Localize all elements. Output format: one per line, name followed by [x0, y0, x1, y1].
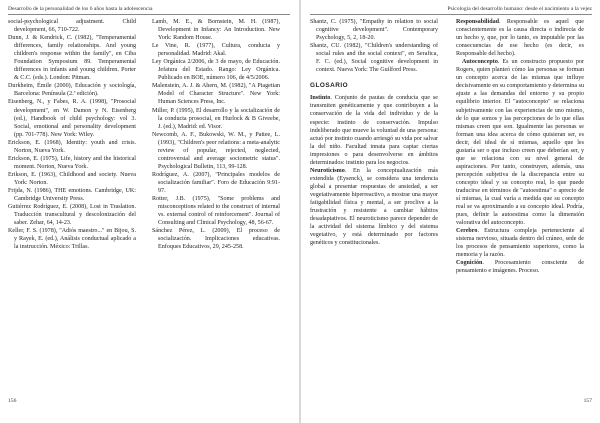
glossary-definition: . Conjunto de pautas de conducta que se transmiten genéticamente y que contribuyen a la conservación de la vida del individuo y de la especie: instinto de conservación. Impulso indeliberado que mueve la voluntad de una persona: actuó por instinto cuando arriesgó su vida por salvar la del niño. Facultad innata para captar ciertas impresiones o para desenvolverse en ámbitos determinados: instinto para los negocios.	[310, 95, 438, 166]
reference-entry: social-psychological adjustment. Child development, 66, 710-722.	[8, 19, 136, 34]
page-number-right: 157	[583, 398, 592, 404]
page-number-left: 156	[8, 398, 17, 404]
glossary-definition: . Procesamiento consciente de pensamiento e imágenes. Proceso.	[456, 260, 584, 275]
reference-entry: Gutiérrez Rodríguez, E. (2008), Lost in Traslation. Traducción transcultural y descolonización del saber. Zehar, 64, 14-23.	[8, 204, 136, 227]
glossary-column-1	[310, 18, 438, 247]
glossary-definition: . En la conceptualización más extendida (Eysenck), se considera una tendencia global a presentar respuestas de ansiedad, a ser vegetativamente hiperreactivo, a mostrar una mayor fatigabilidad física y mental, a ser proclive a la frustración y resistente a cambiar hábitos desadaptativos. El neuroticismo parece depender de la actividad del sistema límbico y del sistema vegetativo, y está determinado por factores genéticos y constitucionales.	[310, 167, 438, 247]
glossary-entry	[456, 18, 584, 58]
glossary-entry	[456, 259, 584, 275]
reference-entry: Rodríguez, A. (2007), "Principales modelos de socialización familiar". Foro de Educación 9:91-97.	[152, 171, 280, 194]
reference-entry: Shantz, C. (1975), "Empathy in relation to social cognitive development". Contemporary Psychology, 5, 2, 18-20.	[310, 19, 438, 42]
glossary-term: Responsabilidad	[456, 19, 500, 25]
running-header-right: Psicología del desarrollo humano: desde el nacimiento a la vejez	[447, 6, 592, 12]
right-page	[300, 0, 600, 423]
reference-entry: Ley Orgánica 2/2006, de 3 de mayo, de Educación. Jefatura del Estado. Rango: Ley Orgánica. Publicado en BOE, número 106, de 4/5/2006.	[152, 59, 280, 82]
reference-entry: Malenstein, A. J. & Ahern, M. (1982), "A Piagetian Model of Character Structure". New York: Human Sciences Press, Inc.	[152, 83, 280, 106]
reference-entry: Erickson, E. (1975), Life, history and the historical moment. Norton, Nueva York.	[8, 155, 136, 170]
glossary-term: Cerebro	[456, 228, 478, 235]
glossary-term: Instinto	[310, 95, 331, 102]
glossary-term: Cognición	[456, 260, 483, 267]
glossary-column-2	[456, 18, 584, 276]
reference-entry: Sánchez Pérez, L. (2009), El proceso de socialización. Implicaciones educativas. Enfoques Educativos, 29, 245-258.	[152, 228, 280, 251]
glossary-definition: . Estructura compleja perteneciente al sistema nervioso, situada dentro del cráneo, sede de los procesos de pensamiento superiores, como la memoria y la razón.	[456, 228, 584, 259]
reference-entry: Le Vine, R. (1977), Cultura, conducta y personalidad. Madrid: Akal.	[152, 43, 280, 58]
glossary-entry	[310, 167, 438, 247]
reference-entry: Erickson, E. (1968), Identity: youth and crisis. Norton, Nueva York.	[8, 139, 136, 154]
reference-entry: Erikson, E. (1963), Childhood and society. Nueva York: Norton.	[8, 171, 136, 186]
reference-entry: Keller, F. S. (1978), "Adiós maestro..." en Bijou, S. y Rayek, E. (ed.), Análisis conductual aplicado a la instrucción. México: Trillas.	[8, 228, 136, 251]
running-header-left: Desarrollo de la personalidad de los 6 años hasta la adolescencia	[8, 6, 153, 12]
reference-entry: Miller, P. (1995), El desarrollo y la socialización de la conducta prosocial, en Hurlock & B Giveebe, J. (ed.), Madrid: ed. Visor.	[152, 107, 280, 130]
reference-entry: Rotter, J.B. (1975), "Some problems and misconceptions related to the construct of internal vs. external control of reinforcement". Journal of Consulting and Clinical Psychology, 48, 56-67.	[152, 196, 280, 227]
glossary-term: Neuroticismo	[310, 167, 345, 174]
bibliography-column-2	[152, 18, 280, 251]
reference-entry: Eisenberg, N., y Fabes, R. A. (1998), "Prosocial development", en W. Damon y N. Eisenberg (ed.), Handbook of child psychology: vol 3. Social, emotional and personality development (pp. 701-778). New York: Wiley.	[8, 99, 136, 138]
reference-entry: Shantz, CU. (1982), "Children's understanding of social rules and the social context", en Serafica, F. C. (ed.), Social cognitive development in context. Nueva York: The Guilford Press.	[310, 43, 438, 74]
reference-entry: Durkheim, Émile (2000), Educación y sociología, Barcelona: Península (2.ª edición).	[8, 83, 136, 98]
glossary-entry	[310, 94, 438, 166]
glossary-entry	[456, 58, 584, 227]
glossary-definition: . Responsable es aquel que conscientemente es la causa directa o indirecta de un hecho y, que, por lo tanto, es imputable por las consecuencias de ese hecho (es decir, es Responsable del hecho).	[456, 19, 584, 58]
reference-entry: Lamb, M. E., & Bornstein, M. H. (1987), Development in Infancy: An Introduction. New York: Random House.	[152, 19, 280, 42]
bibliography-column-1	[8, 18, 136, 251]
reference-entry: Frijda, N. (1986), THE emotions. Cambridge, UK: Cambridge University Press.	[8, 187, 136, 203]
reference-entry: Dunn, J. & Kendrick, C. (1982), "Temperamental differences, family relationships. And young children's response within the family", en Ciba Foundation Symposium 89. Temperamental differences in infants and young children. Porter & C.C. (eds.). London: Pitman.	[8, 35, 136, 82]
reference-entry: Newcomb, A. F., Bukowski, W. M., y Pattee, L. (1993), "Children's peer relations: a meta-analytic review of popular, rejected, neglected, controversial and average sociometric status". Psychological Bulletin, 113, 99-128.	[152, 131, 280, 170]
glossary-term: Autoconcepto	[462, 59, 498, 66]
header-rule	[8, 14, 290, 15]
glossary-entry	[456, 227, 584, 259]
glossary-heading: GLOSARIO	[310, 82, 349, 90]
glossary-definition: . Es un constructo propuesto por Rogers, quien planteó cómo las personas se forman un concepto acerca de las mismas que influye decisivamente en su comportamiento y determina su ajuste a las demandas del entorno y su propio equilibrio interior. El "autoconcepto" se relaciona subjetivamente con las experiencias de uno mismo, de lo que somos y las percepciones de lo que ellas mismas creen que son. Igualmente las personas se forman una idea acerca de cómo quisieran ser, es decir, del ideal de sí mismas, aquello que les gustaría ser o que incluso creen que deberían ser, y que se relaciona con su nivel general de aspiraciones. Por tanto, construyen, además, una percepción subjetiva de la discrepancia entre su concepto ideal y su concepto real, lo que puede traducirse en términos de "autoestima" o aprecio de sí mismas, la cual varía a medida que su concepto real se va aproximando a su concepto ideal. Podría, pues, definir la autoestima como la dimensión valorativa del autoconcepto.	[456, 59, 584, 227]
header-rule	[310, 14, 592, 15]
